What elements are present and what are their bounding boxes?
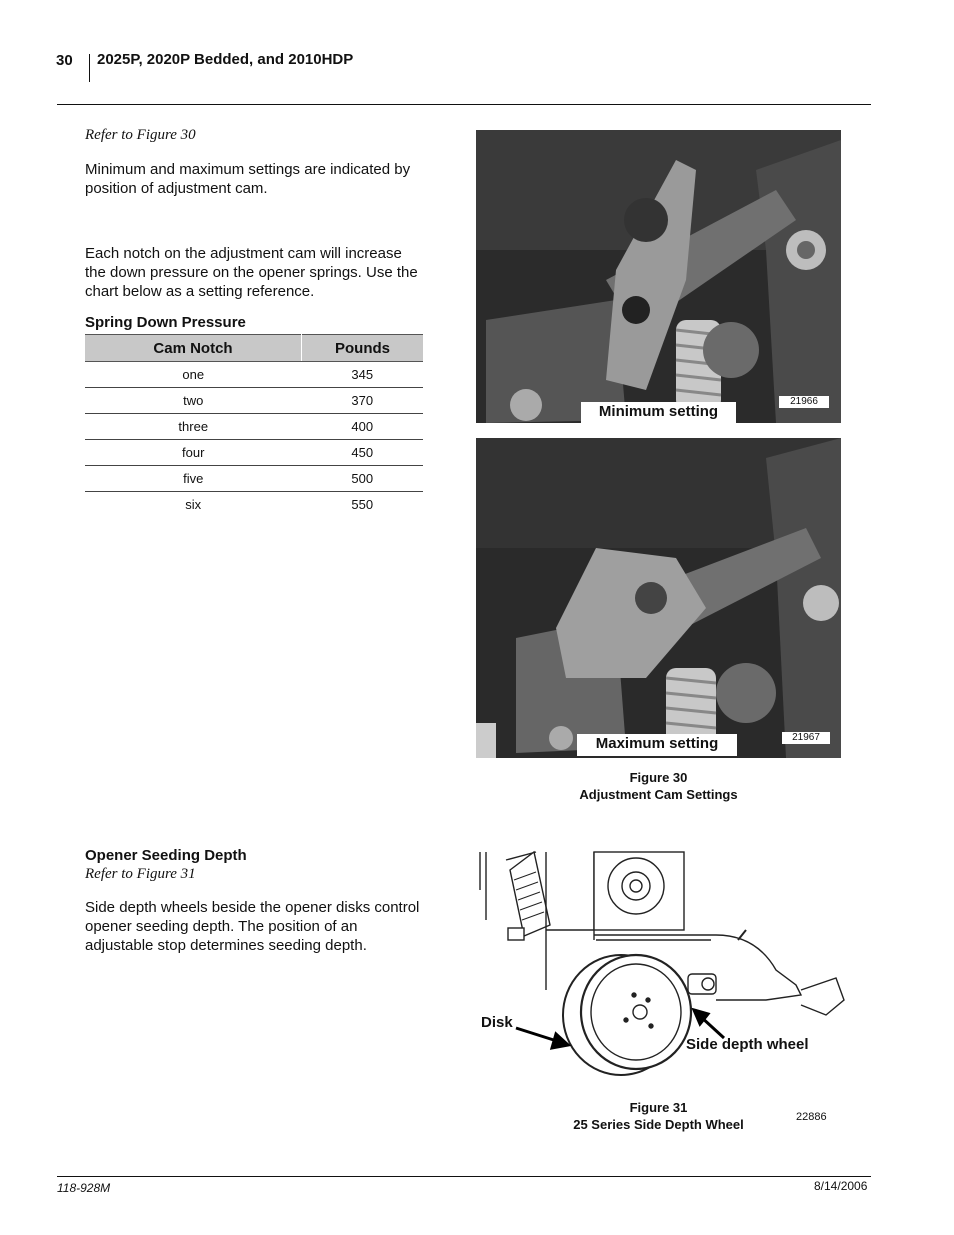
opener-seeding-depth-heading: Opener Seeding Depth <box>85 847 247 864</box>
maximum-setting-label: Maximum setting <box>577 734 737 756</box>
cell-notch: six <box>185 497 202 512</box>
figure-31-title: 25 Series Side Depth Wheel <box>573 1117 744 1132</box>
cell-pounds: 550 <box>351 497 374 512</box>
cell-notch: one <box>85 362 302 388</box>
minimum-setting-label: Minimum setting <box>581 402 736 423</box>
document-number: 118-928M <box>57 1181 111 1195</box>
figure-30-reference: Refer to Figure 30 <box>85 127 196 143</box>
cell-notch: five <box>85 466 302 492</box>
cell-notch: four <box>85 440 302 466</box>
photo-minimum-setting <box>476 130 841 423</box>
cell-pounds: 400 <box>302 414 424 440</box>
paragraph-notch: Each notch on the adjustment cam will increase the down pressure on the opener springs. Use the chart below as a setting reference. <box>85 245 418 300</box>
cell-pounds: 500 <box>302 466 424 492</box>
cell-notch: three <box>85 414 302 440</box>
col-cam-notch: Cam Notch <box>85 335 302 362</box>
table-row <box>85 388 423 414</box>
col-pounds: Pounds <box>302 335 424 362</box>
photo-maximum-setting <box>476 438 841 758</box>
figure-30-title: Adjustment Cam Settings <box>579 787 738 802</box>
table-row <box>85 414 423 440</box>
manual-title: 2025P, 2020P Bedded, and 2010HDP <box>97 51 354 68</box>
cell-pounds: 450 <box>302 440 424 466</box>
figure-31-reference: Refer to Figure 31 <box>85 866 196 882</box>
table-row <box>85 440 423 466</box>
photo-number-21966: 21966 <box>779 396 829 408</box>
figure-31-caption <box>476 1099 841 1133</box>
figure-31-number-code: 22886 <box>796 1111 827 1123</box>
photo-number-21967: 21967 <box>782 732 830 744</box>
cell-pounds: 370 <box>302 388 424 414</box>
disk-callout: Disk <box>481 1014 513 1031</box>
figure-31-number: Figure 31 <box>629 1100 688 1115</box>
table-row <box>85 362 423 388</box>
side-depth-wheel-callout: Side depth wheel <box>686 1036 809 1053</box>
paragraph-depth-wheels: Side depth wheels beside the opener disks control opener seeding depth. The position of an adjustable stop determines seeding depth. <box>85 899 420 954</box>
cell-notch: two <box>85 388 302 414</box>
cam-photo-min-image <box>476 130 841 423</box>
document-date: 8/14/2006 <box>814 1179 868 1193</box>
page-number: 30 <box>56 52 73 69</box>
header-divider <box>89 54 90 82</box>
header-rule <box>57 104 871 105</box>
paragraph-min-max: Minimum and maximum settings are indicated by position of adjustment cam. <box>85 161 411 197</box>
cam-photo-max-image <box>476 438 841 758</box>
figure-30-caption <box>476 769 841 803</box>
spring-down-pressure-table <box>85 334 423 517</box>
table-header-row <box>85 335 423 362</box>
footer-rule <box>57 1176 871 1177</box>
table-row <box>85 466 423 492</box>
table-row <box>85 492 423 518</box>
spring-table-title: Spring Down Pressure <box>85 314 246 331</box>
cell-pounds: 345 <box>302 362 424 388</box>
figure-30-number: Figure 30 <box>629 770 688 785</box>
